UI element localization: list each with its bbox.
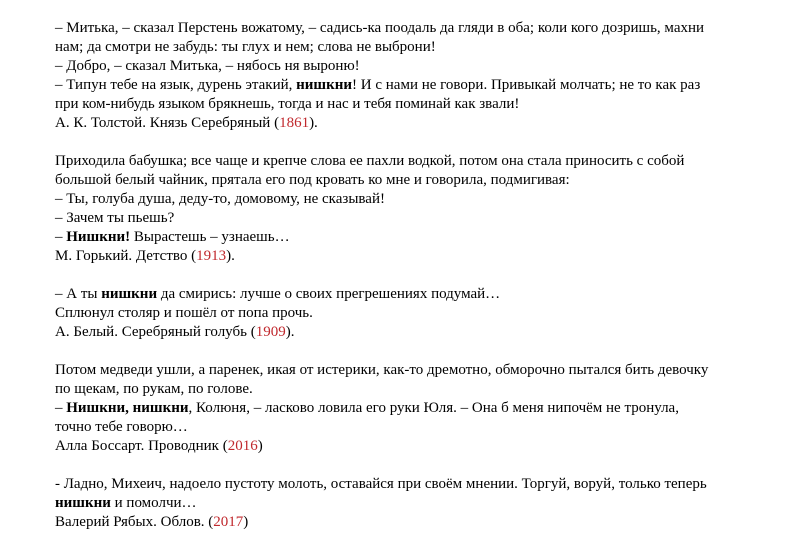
text-segment: Приходила бабушка; все чаще и крепче слова ее пахли водкой, потом она стала приносить с собой bbox=[55, 153, 685, 169]
text-segment: точно тебе говорю… bbox=[55, 419, 188, 435]
quote-entry bbox=[55, 285, 795, 342]
text-line bbox=[55, 513, 795, 532]
text-segment: А. Белый. Серебряный голубь ( bbox=[55, 324, 256, 340]
text-segment: Сплюнул столяр и пошёл от попа прочь. bbox=[55, 305, 313, 321]
text-segment: Валерий Рябых. Облов. ( bbox=[55, 514, 214, 530]
text-line bbox=[55, 437, 795, 456]
text-segment: ). bbox=[309, 115, 318, 131]
text-segment: при ком-нибудь языком брякнешь, тогда и нас и тебя поминай как звали! bbox=[55, 96, 520, 112]
text-segment: ! И с нами не говори. Привыкай молчать; не то как раз bbox=[352, 77, 701, 93]
text-line bbox=[55, 418, 795, 437]
text-line bbox=[55, 399, 795, 418]
text-segment: – bbox=[55, 400, 67, 416]
text-segment: М. Горький. Детство ( bbox=[55, 248, 197, 264]
text-segment: Алла Боссарт. Проводник ( bbox=[55, 438, 228, 454]
text-segment: – Зачем ты пьешь? bbox=[55, 210, 175, 226]
text-line bbox=[55, 38, 795, 57]
highlighted-word: нишкни bbox=[55, 495, 111, 511]
year-link[interactable]: 1909 bbox=[255, 324, 286, 340]
text-line bbox=[55, 190, 795, 209]
highlighted-word: нишкни bbox=[296, 77, 353, 93]
text-segment: Потом медведи ушли, а паренек, икая от истерики, как-то дремотно, обморочно пытался бить девочку bbox=[55, 362, 709, 378]
text-segment: ). bbox=[285, 324, 295, 340]
text-segment: Вырастешь – узнаешь… bbox=[130, 229, 290, 245]
text-segment: ) bbox=[243, 514, 249, 530]
text-line bbox=[55, 361, 795, 380]
text-line bbox=[55, 323, 795, 342]
text-segment: нам; да смотри не забудь: ты глух и нем; слова не выброни! bbox=[55, 39, 436, 55]
highlighted-word: Нишкни! bbox=[66, 229, 131, 245]
text-line bbox=[55, 304, 795, 323]
text-segment: большой белый чайник, прятала его под кровать ко мне и говорила, подмигивая: bbox=[55, 172, 570, 188]
text-segment: - Ладно, Михеич, надоело пустоту молоть, оставайся при своём мнении. Торгуй, воруй, только теперь bbox=[55, 476, 707, 492]
text-line bbox=[55, 76, 795, 95]
text-line bbox=[55, 247, 795, 266]
text-segment: по щекам, по рукам, по голове. bbox=[55, 381, 253, 397]
text-segment: и помолчи… bbox=[110, 495, 197, 511]
text-segment: – bbox=[55, 229, 67, 245]
text-line bbox=[55, 152, 795, 171]
text-segment: – Митька, – сказал Перстень вожатому, – садись-ка поодаль да гляди в оба; коли кого дозришь, махни bbox=[55, 20, 705, 36]
text-line bbox=[55, 19, 795, 38]
text-segment: да смирись: лучше о своих прегрешениях подумай… bbox=[157, 286, 501, 302]
highlighted-word: Нишкни, нишкни bbox=[66, 400, 189, 416]
text-line bbox=[55, 380, 795, 399]
text-line bbox=[55, 475, 795, 494]
text-segment: ) bbox=[257, 438, 263, 454]
quote-entry bbox=[55, 152, 795, 266]
text-line bbox=[55, 57, 795, 76]
text-segment: – А ты bbox=[55, 286, 102, 302]
text-segment: – Добро, – сказал Митька, – нябось ня выроню! bbox=[55, 58, 360, 74]
quote-entry bbox=[55, 475, 795, 532]
text-line bbox=[55, 228, 795, 247]
text-line bbox=[55, 285, 795, 304]
highlighted-word: нишкни bbox=[101, 286, 158, 302]
text-line bbox=[55, 209, 795, 228]
quote-entry bbox=[55, 19, 795, 133]
quote-entry bbox=[55, 361, 795, 456]
year-link[interactable]: 1913 bbox=[196, 248, 227, 264]
text-line bbox=[55, 494, 795, 513]
year-link[interactable]: 2016 bbox=[227, 438, 258, 454]
text-segment: – Ты, голуба душа, деду-то, домовому, не сказывай! bbox=[55, 191, 385, 207]
text-segment: А. К. Толстой. Князь Серебряный ( bbox=[55, 115, 280, 131]
year-link[interactable]: 1861 bbox=[279, 115, 310, 131]
text-line bbox=[55, 171, 795, 190]
year-link[interactable]: 2017 bbox=[213, 514, 244, 530]
text-segment: ). bbox=[226, 248, 235, 264]
text-line bbox=[55, 114, 795, 133]
text-segment: – Типун тебе на язык, дурень этакий, bbox=[55, 77, 297, 93]
text-line bbox=[55, 95, 795, 114]
text-segment: , Колюня, – ласково ловила его руки Юля. – Она б меня нипочём не тронула, bbox=[188, 400, 679, 416]
